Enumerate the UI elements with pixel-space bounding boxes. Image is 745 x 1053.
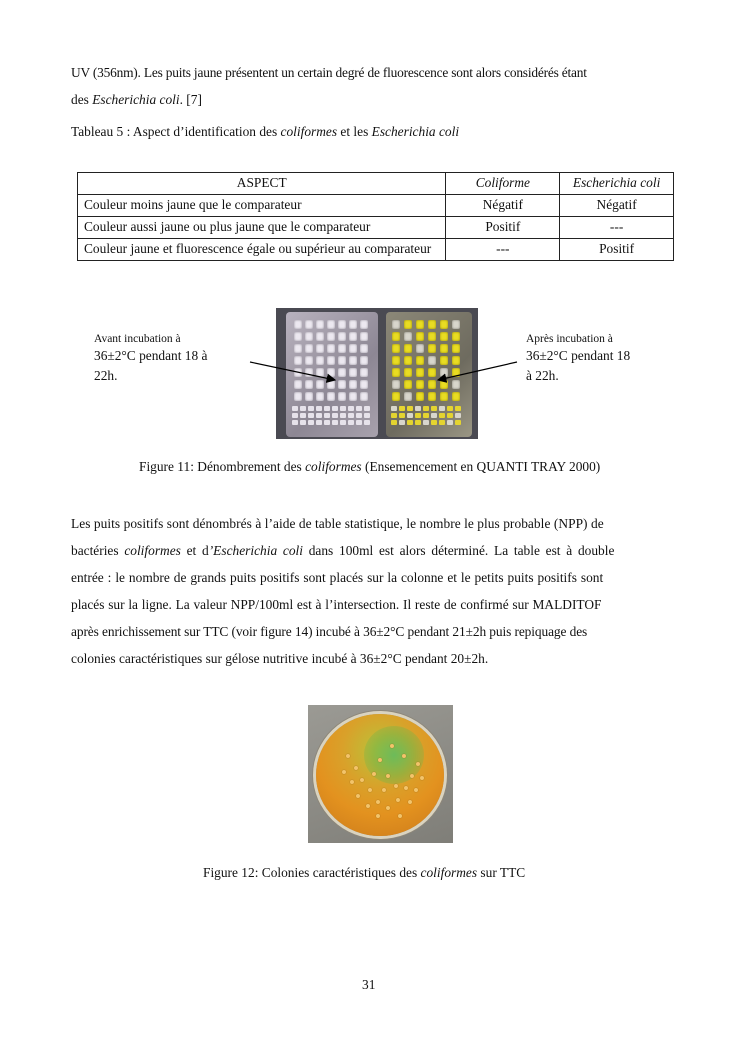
label-after-detail: 36±2°C pendant 18 à 22h. [526,348,631,383]
tray-well [316,356,324,365]
tray-well [440,392,448,401]
header-aspect: ASPECT [78,173,446,195]
tray-well [338,368,346,377]
colony [356,794,360,798]
tray-well [452,320,460,329]
tray-well [305,344,313,353]
table-cell-aspect: Couleur jaune et fluorescence égale ou supérieur au comparateur [78,239,446,261]
intro-text: des [71,92,93,107]
tray-small-well [439,420,445,425]
tray-small-well [391,413,397,418]
tray-well [360,356,368,365]
colony [420,776,424,780]
tray-well [452,368,460,377]
tray-well [452,344,460,353]
npp-paragraph [71,510,673,672]
colony [394,784,398,788]
figure12-caption-text: Figure 12: Colonies caractéristiques des [203,865,421,880]
tray-small-well [300,420,306,425]
intro-line-1: UV (356nm). Les puits jaune présentent un certain degré de fluorescence sont alors considérés étant [71,65,587,80]
quanti-tray-photo [276,308,478,439]
tray-well [338,356,346,365]
table-caption [71,124,459,140]
tray-well [404,368,412,377]
tray-well [305,380,313,389]
tray-small-well [316,413,322,418]
tray-small-well [455,406,461,411]
tray-well [327,380,335,389]
tray-small-well [364,406,370,411]
tray-well [404,344,412,353]
identification-table [77,172,674,261]
tray-well [294,368,302,377]
table-row [78,239,674,261]
tray-well [316,332,324,341]
tray-well [338,392,346,401]
tray-small-well [332,413,338,418]
label-before-incubation [94,332,244,386]
tray-well [360,392,368,401]
table-row [78,217,674,239]
tray-well [327,344,335,353]
tray-well [416,380,424,389]
tray-well [305,356,313,365]
tray-small-well [439,406,445,411]
tray-small-well [431,406,437,411]
tray-well [305,392,313,401]
tray-well [349,380,357,389]
npp-coliformes: coliformes [124,543,181,558]
npp-line-5: après enrichissement sur TTC (voir figure 14) incubé à 36±2°C pendant 21±2h puis repiquage des [71,624,588,639]
tray-small-well [292,413,298,418]
tray-small-well [415,413,421,418]
tray-well [428,332,436,341]
colony [366,804,370,808]
tray-well [416,356,424,365]
tray-well [349,392,357,401]
tray-well [349,344,357,353]
tray-small-well [332,420,338,425]
tray-well [338,320,346,329]
npp-text: et d [180,543,209,558]
npp-text: dans 100ml est alors déterminé. La table est à double [302,543,615,558]
tray-small-well [399,413,405,418]
tray-well [440,332,448,341]
tray-well [338,344,346,353]
tray-well [440,344,448,353]
tray-well [360,368,368,377]
tray-small-well [340,406,346,411]
tray-well [327,356,335,365]
tray-small-well [324,420,330,425]
tray-well [404,356,412,365]
tray-small-well [308,406,314,411]
colony [354,766,358,770]
tray-well [327,332,335,341]
colony [378,758,382,762]
tray-well [316,368,324,377]
figure11-caption-method: (Ensemencement en QUANTI TRAY 2000) [361,459,601,474]
colony [376,814,380,818]
page-number: 31 [362,977,376,992]
colony [396,798,400,802]
tray-small-well [340,420,346,425]
tray-well [392,344,400,353]
tray-well [327,320,335,329]
label-after-incubation [526,332,656,386]
ttc-petri-dish-photo [308,705,453,843]
petri-dish [316,714,444,836]
npp-line-3: entrée : le nombre de grands puits positifs sont placés sur la colonne et le petits puits positifs sont [71,570,604,585]
table-cell-ecoli: Négatif [560,195,674,217]
tray-small-well [447,406,453,411]
tray-small-well [399,420,405,425]
tray-small-well [356,406,362,411]
tray-well [316,320,324,329]
table-cell-ecoli: --- [560,217,674,239]
tray-well [316,392,324,401]
tray-small-well [348,406,354,411]
table-cell-aspect: Couleur aussi jaune ou plus jaune que le comparateur [78,217,446,239]
tray-small-well [455,413,461,418]
tray-small-well [423,406,429,411]
npp-line-6: colonies caractéristiques sur gélose nutritive incubé à 36±2°C pendant 20±2h. [71,651,489,666]
tray-well [349,356,357,365]
tray-well [416,332,424,341]
tray-small-well [348,413,354,418]
table-caption-text: Tableau 5 : Aspect d’identification des [71,124,281,139]
tray-well [416,320,424,329]
figure11-caption [139,459,600,475]
tray-well [294,392,302,401]
tray-well [349,368,357,377]
table-cell-aspect: Couleur moins jaune que le comparateur [78,195,446,217]
colony [350,780,354,784]
tray-small-well [364,413,370,418]
colony [386,774,390,778]
figure12-caption-medium: sur TTC [477,865,526,880]
tray-well [452,332,460,341]
tray-well [392,320,400,329]
tray-well [392,368,400,377]
tray-small-well [407,420,413,425]
tray-well [349,320,357,329]
tray-well [360,320,368,329]
colony [398,814,402,818]
table-caption-text: et les [337,124,372,139]
tray-well [338,380,346,389]
tray-well [440,380,448,389]
npp-text: bactéries [71,543,125,558]
header-coliforme [446,173,560,195]
tray-small-well [407,413,413,418]
tray-small-well [415,406,421,411]
tray-well [428,380,436,389]
colony [346,754,350,758]
figure12-caption [203,865,525,881]
tray-small-well [292,406,298,411]
colony [360,778,364,782]
tray-well [392,392,400,401]
tray-small-well [348,420,354,425]
tray-small-well [431,420,437,425]
colony [372,772,376,776]
tray-small-well [292,420,298,425]
tray-small-well [399,406,405,411]
tray-small-well [316,406,322,411]
tray-small-well [332,406,338,411]
tray-well [305,320,313,329]
tray-small-well [324,413,330,418]
tray-small-well [308,420,314,425]
table-row [78,195,674,217]
tray-small-well [407,406,413,411]
figure11-caption-text: Figure 11: Dénombrement des [139,459,306,474]
tray-small-well [300,406,306,411]
tray-small-well [356,420,362,425]
tray-well [294,344,302,353]
table-caption-coliformes: coliformes [280,124,338,139]
tray-well [452,356,460,365]
colony [404,786,408,790]
tray-well [294,356,302,365]
colony [390,744,394,748]
tray-well [440,356,448,365]
tray-well [305,368,313,377]
npp-line-2 [71,537,673,564]
label-before-title: Avant incubation à [94,333,181,345]
table-cell-coliforme: --- [446,239,560,261]
table-caption-ecoli: Escherichia coli [371,124,460,139]
figure11-caption-coliformes: coliformes [305,459,362,474]
tray-well [416,368,424,377]
tray-well [404,380,412,389]
tray-small-well [391,406,397,411]
tray-small-well [423,420,429,425]
tray-well [392,356,400,365]
tray-well [294,380,302,389]
label-after-title: Après incubation à [526,333,613,345]
npp-line-1: Les puits positifs sont dénombrés à l’aide de table statistique, le nombre le plus probable (NPP) de [71,516,604,531]
tray-well [316,344,324,353]
tray-well [294,320,302,329]
tray-well [428,344,436,353]
tray-well [428,356,436,365]
tray-small-well [439,413,445,418]
intro-species: Escherichia coli [92,92,180,107]
npp-ecoli: ’Escherichia coli [208,543,303,558]
tray-well [360,332,368,341]
tray-well [416,344,424,353]
table-cell-coliforme: Positif [446,217,560,239]
tray-well [404,392,412,401]
colony [368,788,372,792]
tray-small-well [447,413,453,418]
intro-reference: . [7] [179,92,202,107]
colony [382,788,386,792]
tray-well [316,380,324,389]
colony [376,800,380,804]
tray-well [452,392,460,401]
tray-well [428,368,436,377]
tray-small-well [455,420,461,425]
tray-small-well [364,420,370,425]
tray-small-well [391,420,397,425]
tray-well [360,344,368,353]
npp-line-4: placés sur la ligne. La valeur NPP/100ml est à l’intersection. Il reste de confirmé sur MALDITOF [71,597,602,612]
colony [402,754,406,758]
table-cell-ecoli: Positif [560,239,674,261]
tray-small-well [300,413,306,418]
colony [408,800,412,804]
tray-well [294,332,302,341]
tray-well [392,332,400,341]
tray-well [392,380,400,389]
figure12-caption-coliformes: coliformes [420,865,478,880]
tray-before-incubation [286,312,378,437]
tray-well [327,392,335,401]
tray-well [305,332,313,341]
tray-small-well [308,413,314,418]
tray-well [452,380,460,389]
colony [342,770,346,774]
colony [416,762,420,766]
label-before-detail: 36±2°C pendant 18 à 22h. [94,348,208,383]
tray-well [349,332,357,341]
colony [386,806,390,810]
tray-small-well [447,420,453,425]
tray-well [416,392,424,401]
tray-small-well [316,420,322,425]
colony [410,774,414,778]
table-header-row [78,173,674,195]
tray-well [327,368,335,377]
tray-well [440,320,448,329]
tray-small-well [431,413,437,418]
tray-small-well [340,413,346,418]
tray-small-well [356,413,362,418]
intro-paragraph [71,59,675,113]
tray-well [360,380,368,389]
table-cell-coliforme: Négatif [446,195,560,217]
header-coliforme-text: Coliforme [475,175,530,190]
tray-small-well [423,413,429,418]
tray-well [404,320,412,329]
tray-well [404,332,412,341]
tray-well [338,332,346,341]
header-ecoli [560,173,674,195]
tray-small-well [415,420,421,425]
colony [414,788,418,792]
tray-well [440,368,448,377]
intro-line-2 [71,86,675,113]
tray-small-well [324,406,330,411]
tray-after-incubation [386,312,472,437]
tray-well [428,320,436,329]
header-ecoli-text: Escherichia coli [572,175,661,190]
tray-well [428,392,436,401]
